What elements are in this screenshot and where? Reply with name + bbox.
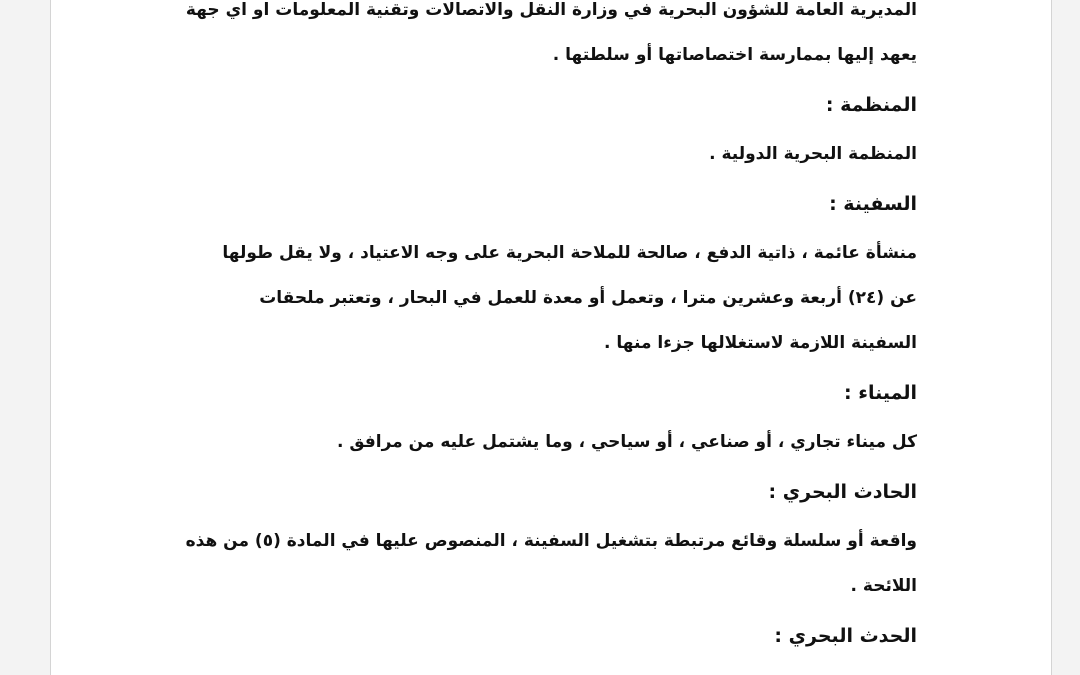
- text-line: المديرية العامة للشؤون البحرية في وزارة النقل والاتصالات وتقنية المعلومات او اي جهة: [185, 0, 917, 20]
- definition-authority-text: [167, 0, 917, 78]
- definition-marine-casualty-text: [167, 519, 917, 609]
- text-line: واقعة أو سلسلة وقائع مرتبطة بتشغيل السفينة ، المنصوص عليها في المادة (٥) من هذه: [185, 531, 917, 551]
- definition-ship-text: [167, 231, 917, 366]
- text-line: عن (٢٤) أربعة وعشرين مترا ، وتعمل أو معدة للعمل في البحار ، وتعتبر ملحقات: [259, 288, 917, 308]
- document-content: [167, 0, 917, 663]
- document-page: [50, 0, 1052, 675]
- text-line: يعهد إليها بممارسة اختصاصاتها أو سلطتها .: [552, 45, 917, 65]
- text-line: المنظمة البحرية الدولية .: [709, 144, 917, 164]
- heading-marine-casualty: الحادث البحري :: [768, 481, 917, 503]
- text-line: منشأة عائمة ، ذاتية الدفع ، صالحة للملاحة البحرية على وجه الاعتياد ، ولا يقل طولها: [222, 243, 917, 263]
- definition-port-text: [167, 420, 917, 465]
- heading-port: الميناء :: [844, 382, 917, 404]
- heading-marine-incident: الحدث البحري :: [774, 625, 917, 647]
- definition-organization-text: [167, 132, 917, 177]
- text-line: كل ميناء تجاري ، أو صناعي ، أو سياحي ، وما يشتمل عليه من مرافق .: [336, 432, 917, 452]
- heading-organization: المنظمة :: [825, 94, 917, 116]
- text-line: السفينة اللازمة لاستغلالها جزءا منها .: [604, 333, 917, 353]
- heading-ship: السفينة :: [829, 193, 917, 215]
- text-line: اللائحة .: [850, 576, 917, 596]
